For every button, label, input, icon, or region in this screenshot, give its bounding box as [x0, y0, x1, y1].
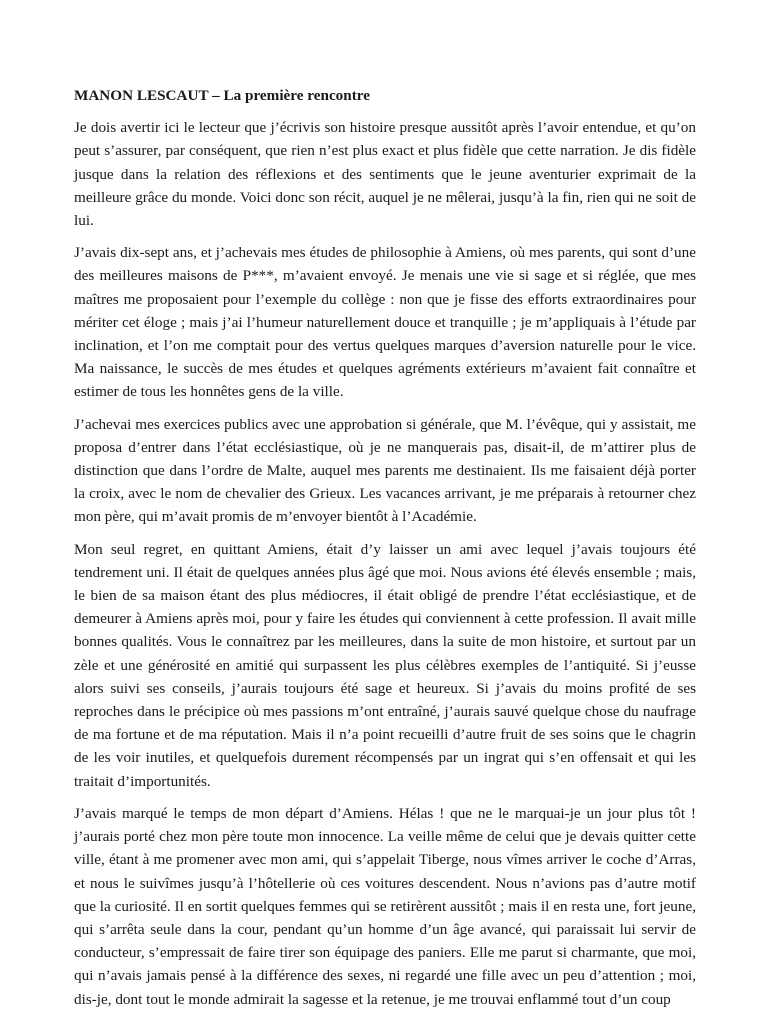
document-title: MANON LESCAUT – La première rencontre: [74, 87, 370, 104]
paragraph-4: Mon seul regret, en quittant Amiens, était d’y laisser un ami avec lequel j’avais toujours été tendrement uni. Il était de quelques années plus âgé que moi. Nous avions été élevés ensemble ; mais, le bien de sa maison étant des plus médiocres, il était obligé de prendre l’état ecclésiastique, et de demeurer à Amiens après moi, pour y faire les études qui conviennent à cette profession. Il avait mille bonnes qualités. Vous le connaîtrez par les meilleures, dans la suite de mon histoire, et surtout par un zèle et une générosité en amitié qui surpassent les plus célèbres exemples de l’antiquité. Si j’eusse alors suivi ses conseils, j’aurais toujours été sage et heureux. Si j’avais du moins profité de ses reproches dans le précipice où mes passions m’ont entraîné, j’aurais sauvé quelque chose du naufrage de ma fortune et de ma réputation. Mais il n’a point recueilli d’autre fruit de ses soins que le chagrin de les voir inutiles, et quelquefois durement récompensés par un ingrat qui s’en offensait et qui les traitait d’importunités.: [74, 540, 696, 790]
paragraph-5: J’avais marqué le temps de mon départ d’Amiens. Hélas ! que ne le marquai-je un jour plus tôt ! j’aurais porté chez mon père toute mon innocence. La veille même de celui que je devais quitter cette ville, étant à me promener avec mon ami, qui s’appelait Tiberge, nous vîmes arriver le coche d’Arras, et nous le suivîmes jusqu’à l’hôtellerie où ces voitures descendent. Nous n’avions pas d’autre motif que la curiosité. Il en sortit quelques femmes qui se retirèrent aussitôt ; mais il en resta une, fort jeune, qui s’arrêta seule dans la cour, pendant qu’un homme d’un âge avancé, qui paraissait lui servir de conducteur, s’empressait de faire tirer son équipage des paniers. Elle me parut si charmante, que moi, qui n’avais jamais pensé à la différence des sexes, ni regardé une fille avec un peu d’attention ; moi, dis-je, dont tout le monde admirait la sagesse et la retenue, je me trouvai enflammé tout d’un coup: [74, 804, 696, 1008]
paragraph-2: J’avais dix-sept ans, et j’achevais mes études de philosophie à Amiens, où mes parents, qui sont d’une des meilleures maisons de P***, m’avaient envoyé. Je menais une vie si sage et si réglée, que mes maîtres me proposaient pour l’exemple du collège : non que je fisse des efforts extraordinaires pour mériter cet éloge ; mais j’ai l’humeur naturellement douce et tranquille ; je m’appliquais à l’étude par inclination, et l’on me comptait pour des vertus quelques marques d’aversion naturelle pour le vice. Ma naissance, le succès de mes études et quelques agréments extérieurs m’avaient fait connaître et estimer de tous les honnêtes gens de la ville.: [74, 244, 696, 401]
document-page: [74, 84, 696, 1020]
paragraph-1: Je dois avertir ici le lecteur que j’écrivis son histoire presque aussitôt après l’avoir entendue, et qu’on peut s’assurer, par conséquent, que rien n’est plus exact et plus fidèle que cette narration. Je dis fidèle jusque dans la relation des réflexions et des sentiments que le jeune aventurier exprimait de la meilleure grâce du monde. Voici donc son récit, auquel je ne mêlerai, jusqu’à la fin, rien qui ne soit de lui.: [74, 119, 696, 230]
paragraph-3: J’achevai mes exercices publics avec une approbation si générale, que M. l’évêque, qui y assistait, me proposa d’entrer dans l’état ecclésiastique, où je ne manquerais pas, disait-il, de m’attirer plus de distinction que dans l’ordre de Malte, auquel mes parents me destinaient. Ils me faisaient déjà porter la croix, avec le nom de chevalier des Grieux. Les vacances arrivant, je me préparais à retourner chez mon père, qui m’avait promis de m’envoyer bientôt à l’Académie.: [74, 415, 696, 526]
